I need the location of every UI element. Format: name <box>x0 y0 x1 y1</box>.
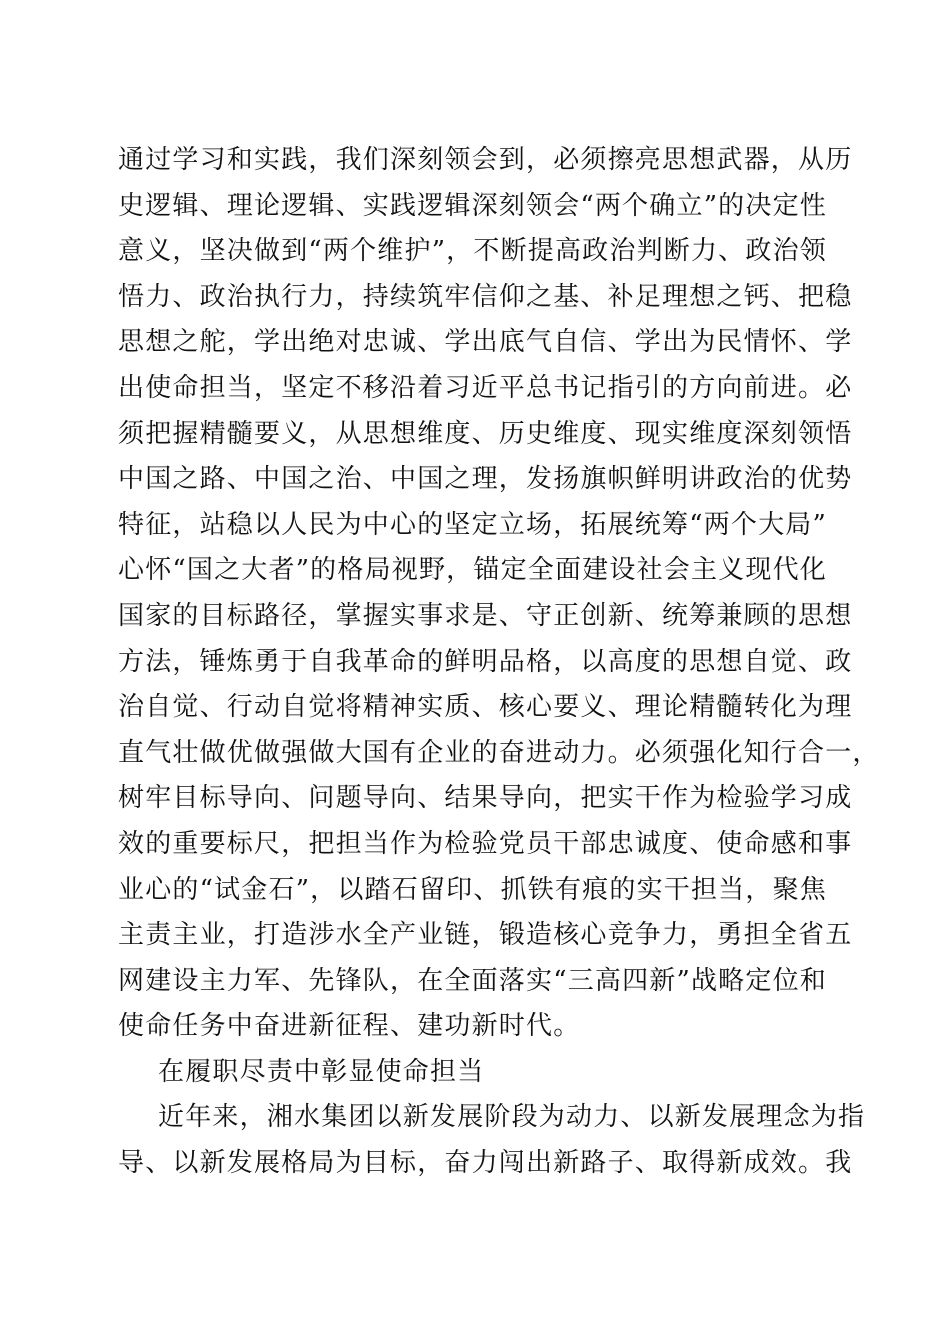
text-line: 树牢目标导向、问题导向、结果导向，把实干作为检验学习成 <box>118 783 853 814</box>
text-line: 近年来，湘水集团以新发展阶段为动力、以新发展理念为指 <box>158 1102 866 1133</box>
text-line: 通过学习和实践，我们深刻领会到，必须擦亮思想武器，从历 <box>118 145 853 175</box>
text-line: 史逻辑、理论逻辑、实践逻辑深刻领会“两个确立”的决定性 <box>118 190 827 221</box>
text-line: 心怀“国之大者”的格局视野，锚定全面建设社会主义现代化 <box>118 555 827 586</box>
text-line: 悟力、政治执行力，持续筑牢信仰之基、补足理想之钙、把稳 <box>118 281 853 312</box>
text-line: 思想之舵，学出绝对忠诚、学出底气自信、学出为民情怀、学 <box>118 327 853 358</box>
text-line: 意义，坚决做到“两个维护”，不断提高政治判断力、政治领 <box>118 236 827 267</box>
text-line: 导、以新发展格局为目标，奋力闯出新路子、取得新成效。我 <box>118 1148 853 1179</box>
text-line: 效的重要标尺，把担当作为检验党员干部忠诚度、使命感和事 <box>118 828 853 859</box>
text-line: 出使命担当，坚定不移沿着习近平总书记指引的方向前进。必 <box>118 372 853 403</box>
text-line: 国家的目标路径，掌握实事求是、守正创新、统筹兼顾的思想 <box>118 600 853 631</box>
text-line: 治自觉、行动自觉将精神实质、核心要义、理论精髓转化为理 <box>118 692 853 723</box>
text-line: 主责主业，打造涉水全产业链，锻造核心竞争力，勇担全省五 <box>118 920 853 951</box>
text-line: 特征，站稳以人民为中心的坚定立场，拓展统筹“两个大局” <box>118 509 827 540</box>
text-line: 网建设主力军、先锋队，在全面落实“三高四新”战略定位和 <box>118 965 827 996</box>
section-heading: 在履职尽责中彰显使命担当 <box>158 1056 485 1087</box>
text-line: 中国之路、中国之治、中国之理，发扬旗帜鲜明讲政治的优势 <box>118 464 853 495</box>
body-text <box>118 138 880 1187</box>
text-line: 业心的“试金石”，以踏石留印、抓铁有痕的实干担当，聚焦 <box>118 874 827 905</box>
text-line: 须把握精髓要义，从思想维度、历史维度、现实维度深刻领悟 <box>118 418 853 449</box>
text-line: 使命任务中奋进新征程、建功新时代。 <box>118 1011 581 1042</box>
text-line: 直气壮做优做强做大国有企业的奋进动力。必须强化知行合一， <box>118 737 880 768</box>
text-line: 方法，锤炼勇于自我革命的鲜明品格，以高度的思想自觉、政 <box>118 646 853 677</box>
